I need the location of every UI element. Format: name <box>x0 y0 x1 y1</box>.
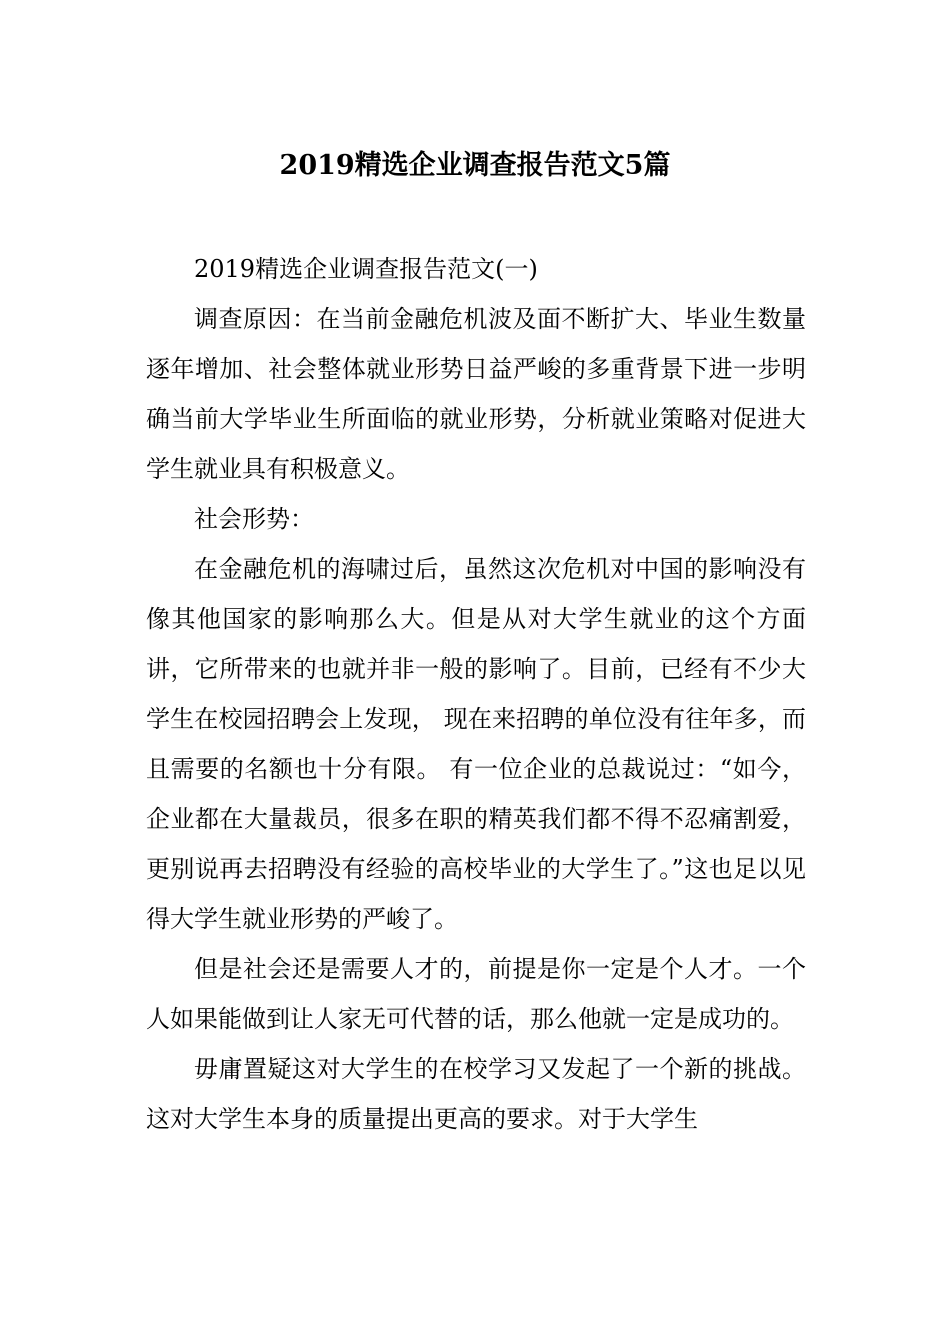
paragraph-financial-crisis: 在金融危机的海啸过后，虽然这次危机对中国的影响没有像其他国家的影响那么大。但是从对大学生就业的这个方面讲，它所带来的也就并非一般的影响了。目前，已经有不少大学生在校园招聘会上发现， 现在来招聘的单位没有往年多，而且需要的名额也十分有限。 有一位企业的总裁说过：“如今，企业都在大量裁员，很多在职的精英我们都不得不忍痛割爱，更别说再去招聘没有经验的高校毕业的大学生了。”这也足以见得大学生就业形势的严峻了。 <box>146 555 806 933</box>
section-heading: 2019精选企业调查报告范文(一) <box>194 255 538 283</box>
paragraph-new-challenge: 毋庸置疑这对大学生的在校学习又发起了一个新的挑战。这对大学生本身的质量提出更高的要求。对于大学生 <box>146 1055 806 1133</box>
document-body <box>146 244 806 1144</box>
paragraph-talent-needed: 但是社会还是需要人才的，前提是你一定是个人才。一个人如果能做到让人家无可代替的话，那么他就一定是成功的。 <box>146 955 806 1033</box>
document-title: 2019精选企业调查报告范文5篇 <box>279 150 671 181</box>
paragraph-social-situation-label: 社会形势： <box>194 505 314 533</box>
paragraph-survey-reason: 调查原因：在当前金融危机波及面不断扩大、毕业生数量逐年增加、社会整体就业形势日益严峻的多重背景下进一步明确当前大学毕业生所面临的就业形势，分析就业策略对促进大学生就业具有积极意义。 <box>146 305 806 483</box>
